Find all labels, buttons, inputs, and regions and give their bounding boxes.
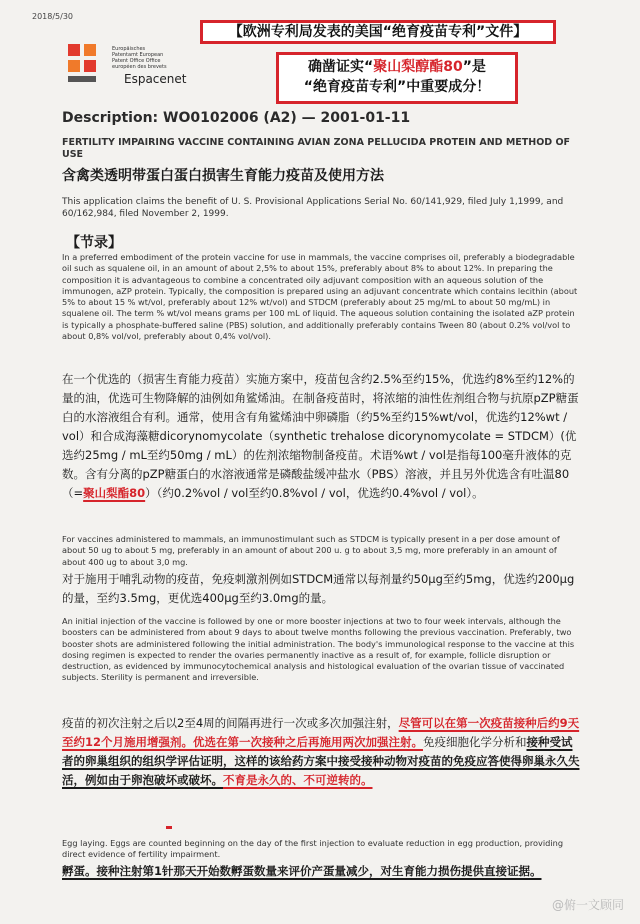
watermark: @俯一文顾同: [551, 898, 624, 912]
claim-box: [276, 52, 518, 104]
date-stamp: 2018/5/30: [32, 12, 74, 21]
epo-logo: [68, 44, 112, 94]
section-label: 【节录】: [66, 235, 122, 251]
paragraph-1-english: In a preferred embodiment of the protein vaccine for use in mammals, the vaccine comprises oil, preferably a biodegradable oil such as squalene oil, in an amount of about 2,5% to about 15%, preferably about 8% to about 12%. In preparing the composition it is advantageous to combine a concentrated oily adjuvant composition with an aqueous solution of the immunogen, aZP protein. Typically, the composition is prepared using an adjuvant concentrate which contains lecithin (about 5% to about 15 % wt/vol, preferably about 12% wt/vol) and STDCM (preferably about 25 mg/mL to about 50 mg/mL) in squalene oil. The term % wt/vol means grams per 100 mL of liquid. The aqueous solution containing the isolated aZP protein is typically a phosphate-buffered saline (PBS) solution, and additionally preferably contains Tween 80 (about 0.2% vol/vol to about 0,8% vol/vol, preferably about 0,4% vol/vol).: [62, 252, 578, 342]
description-title: Description: WO0102006 (A2) — 2001-01-11: [62, 110, 411, 126]
paragraph-3-chinese: 疫苗的初次注射之后以2至4周的间隔再进行一次或多次加强注射，尽管可以在第一次疫苗接种后约9天至约12个月施用增强剂。优选在第一次接种之后再施用两次加强注射。免疫细胞化学分析和接种受试者的卵巢组织的组织学评估证明，这样的该给药方案中接受接种动物对疫苗的免疫应答使得卵巢永久失活，例如由于卵泡破坏或破坏。不育是永久的、不可逆转的。: [62, 716, 580, 787]
provisional-note: This application claims the benefit of U. S. Provisional Applications Serial No. 60/141,929, filed July 1,1999, and 60/162,984, filed November 2, 1999.: [62, 197, 564, 219]
claim-line-2: “绝育疫苗专利”中重要成分！: [303, 79, 491, 95]
office-name: Europäisches Patentamt European Patent Office Office européen des brevets: [112, 46, 167, 70]
chinese-title: 含禽类透明带蛋白蛋白损害生育能力疫苗及使用方法: [62, 168, 384, 184]
headline-banner: 【欧洲专利局发表的美国“绝育疫苗专利”文件】: [200, 20, 556, 44]
paragraph-2-chinese: 对于施用于哺乳动物的疫苗，免疫刺激剂例如STDCM通常以每剂量约50μg至约5mg，优选约200μg的量，至约3.5mg，更优选400μg至约3.0mg的量。: [62, 572, 575, 605]
english-title: FERTILITY IMPAIRING VACCINE CONTAINING AVIAN ZONA PELLUCIDA PROTEIN AND METHOD OF USE: [62, 137, 571, 160]
paragraph-4-english: Egg laying. Eggs are counted beginning on the day of the first injection to evaluate reduction in egg production, providing direct evidence of fertility impairment.: [62, 838, 564, 860]
red-mark: [166, 826, 172, 829]
paragraph-2-english: For vaccines administered to mammals, an immunostimulant such as STDCM is typically present in a per dose amount of about 50 ug to about 5 mg, preferably in an amount of about 200 u. g to about 3,5 mg, more preferably in an amount of about 400 ug to about 3,0 mg.: [62, 534, 560, 567]
paragraph-4-chinese: 孵蛋。接种注射第1针那天开始数孵蛋数量来评价产蛋量减少，对生育能力损伤提供直接证据。: [62, 864, 542, 878]
paragraph-1-chinese: 在一个优选的（损害生育能力疫苗）实施方案中，疫苗包含约2.5%至约15%，优选约8%至约12%的量的油，优选可生物降解的油例如角鲨烯油。在制备疫苗时，将浓缩的油性佐剂组合物与抗原pZP糖蛋白的水溶液组合有利。通常，使用含有角鲨烯油中卵磷脂（约5%至约15%wt/vol，优选约12%wt / vol）和合成海藻糖dicorynomycolate（synthetic trehalose dicorynomycolate = STDCM）(优选约25mg / mL至约50mg / mL）的佐剂浓缩物制备疫苗。术语%wt / vol是指每100毫升液体的克数。含有分离的pZP糖蛋白的水溶液通常是磷酸盐缓冲盐水（PBS）溶液，并且另外优选含有吐温80（=聚山梨酯80）（约0.2%vol / vol至约0.8%vol / vol，优选约0.4%vol / vol）。: [62, 372, 579, 500]
paragraph-3-english: An initial injection of the vaccine is followed by one or more booster injections at two to four week intervals, although the boosters can be administered from about 9 days to about twelve months following the previous vaccination. Preferably, two booster shots are administered following the initial administration. The body's immunological response to the vaccine at this dosing regimen is expected to render the ovaries permanently inactive as a result of, for example, follicle disruption or destruction, as evidenced by immunocytochemical analysis and histological evaluation of the ovarian tissue of vaccinated subjects. Sterility is permanent and irreversible.: [62, 616, 575, 683]
espacenet-label: Espacenet: [124, 72, 187, 86]
claim-line-1: 确凿证实“聚山梨醇酯80”是: [308, 59, 486, 75]
